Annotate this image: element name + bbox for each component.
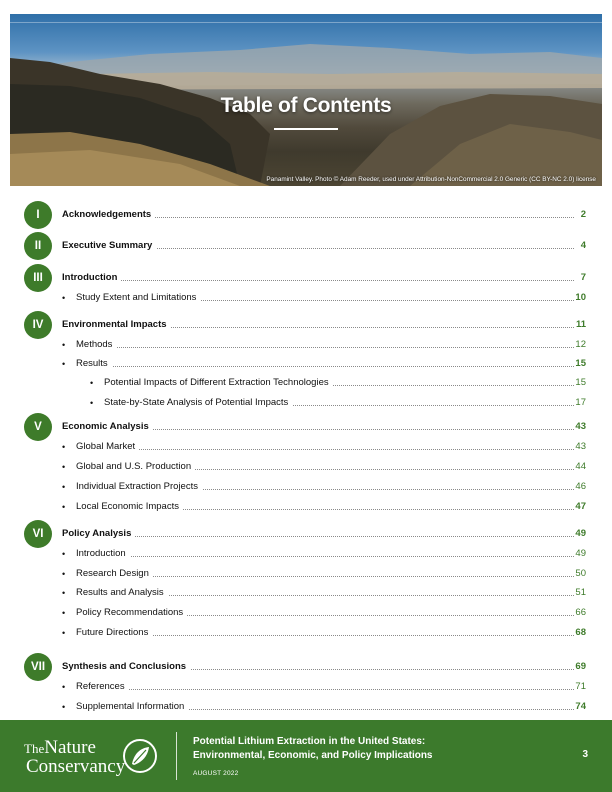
toc-entry-introduction[interactable]: Introduction 7 [62,272,586,283]
section-badge-4: IV [24,311,52,339]
toc-entry-individual-projects[interactable]: • Individual Extraction Projects 46 [62,481,586,492]
hero-top-rule [10,22,602,23]
toc-entry-supplemental-information[interactable]: • Supplemental Information 74 [62,701,586,712]
section-badge-2: II [24,232,52,260]
report-date: AUGUST 2022 [193,770,239,777]
bullet-icon: • [90,398,94,408]
page-number: 47 [575,501,586,512]
nature-conservancy-logo: TheNature Conservancy [24,737,126,777]
page-number: 10 [575,292,586,303]
photo-credit: Panamint Valley. Photo © Adam Reeder, used under Attribution-NonCommercial 2.0 Generic (CC BY-NC 2.0) license [266,176,596,183]
page-number: 15 [575,377,586,388]
toc-entry-local-economic-impacts[interactable]: • Local Economic Impacts 47 [62,501,586,512]
toc-entry-results-and-analysis[interactable]: • Results and Analysis 51 [62,587,586,598]
bullet-icon: • [62,588,66,598]
leader-dots [76,449,574,450]
section-badge-3: III [24,264,52,292]
report-title-line2: Environmental, Economic, and Policy Implications [193,750,433,761]
page-number: 71 [575,681,586,692]
bullet-icon: • [62,569,66,579]
hero-photo [10,14,602,186]
toc-entry-policy-analysis[interactable]: Policy Analysis 49 [62,528,586,539]
bullet-icon: • [62,462,66,472]
section-badge-6: VI [24,520,52,548]
page-number: 66 [575,607,586,618]
bullet-icon: • [62,359,66,369]
leader-dots [76,366,574,367]
page-number: 7 [580,272,586,283]
page-number: 12 [575,339,586,350]
page-number: 2 [580,209,586,220]
page-number: 51 [575,587,586,598]
toc-entry-research-design[interactable]: • Research Design 50 [62,568,586,579]
page-number: 43 [575,421,586,432]
page-number: 46 [575,481,586,492]
section-badge-5: V [24,413,52,441]
toc-entry-economic-analysis[interactable]: Economic Analysis 43 [62,421,586,432]
bullet-icon: • [62,682,66,692]
bullet-icon: • [62,502,66,512]
page-title: Table of Contents [220,94,392,117]
section-badge-1: I [24,201,52,229]
toc-entry-global-market[interactable]: • Global Market 43 [62,441,586,452]
page-number: 49 [575,548,586,559]
report-title-line1: Potential Lithium Extraction in the United States: [193,736,426,747]
bullet-icon: • [62,549,66,559]
page-footer [0,720,612,792]
toc-entry-references[interactable]: • References 71 [62,681,586,692]
page-number: 4 [580,240,586,251]
toc-entry-future-directions[interactable]: • Future Directions 68 [62,627,586,638]
title-underline [274,128,338,130]
toc-entry-policy-recommendations[interactable]: • Policy Recommendations 66 [62,607,586,618]
leader-dots [76,347,574,348]
toc-entry-study-extent[interactable]: • Study Extent and Limitations 10 [62,292,586,303]
page-number: 17 [575,397,586,408]
toc-entry-policy-introduction[interactable]: • Introduction 49 [62,548,586,559]
page-number: 50 [575,568,586,579]
bullet-icon: • [62,702,66,712]
bullet-icon: • [62,442,66,452]
toc-entry-environmental-impacts[interactable]: Environmental Impacts 11 [62,319,586,330]
toc-entry-methods[interactable]: • Methods 12 [62,339,586,350]
bullet-icon: • [62,608,66,618]
page-number: 43 [575,441,586,452]
leader-dots [62,280,574,281]
footer-page-number: 3 [582,749,588,760]
bullet-icon: • [90,378,94,388]
page-number: 44 [575,461,586,472]
page-number: 69 [575,661,586,672]
toc-entry-global-us-production[interactable]: • Global and U.S. Production 44 [62,461,586,472]
footer-divider [176,732,177,780]
page-number: 15 [575,358,586,369]
section-badge-7: VII [24,653,52,681]
bullet-icon: • [62,482,66,492]
toc-entry-state-by-state[interactable]: • State-by-State Analysis of Potential Impacts 17 [90,397,586,408]
page-number: 68 [575,627,586,638]
bullet-icon: • [62,293,66,303]
toc-entry-acknowledgements[interactable]: Acknowledgements 2 [62,209,586,220]
page-number: 11 [575,319,586,330]
leader-dots [76,556,574,557]
page-number: 74 [575,701,586,712]
toc-entry-results[interactable]: • Results 15 [62,358,586,369]
toc-entry-synthesis[interactable]: Synthesis and Conclusions 69 [62,661,586,672]
toc-entry-executive-summary[interactable]: Executive Summary 4 [62,240,586,251]
toc-entry-extraction-technologies[interactable]: • Potential Impacts of Different Extraction Technologies 15 [90,377,586,388]
leader-dots [62,536,574,537]
bullet-icon: • [62,628,66,638]
oak-leaf-logo-icon [122,738,158,774]
bullet-icon: • [62,340,66,350]
page-number: 49 [575,528,586,539]
leader-dots [76,689,574,690]
